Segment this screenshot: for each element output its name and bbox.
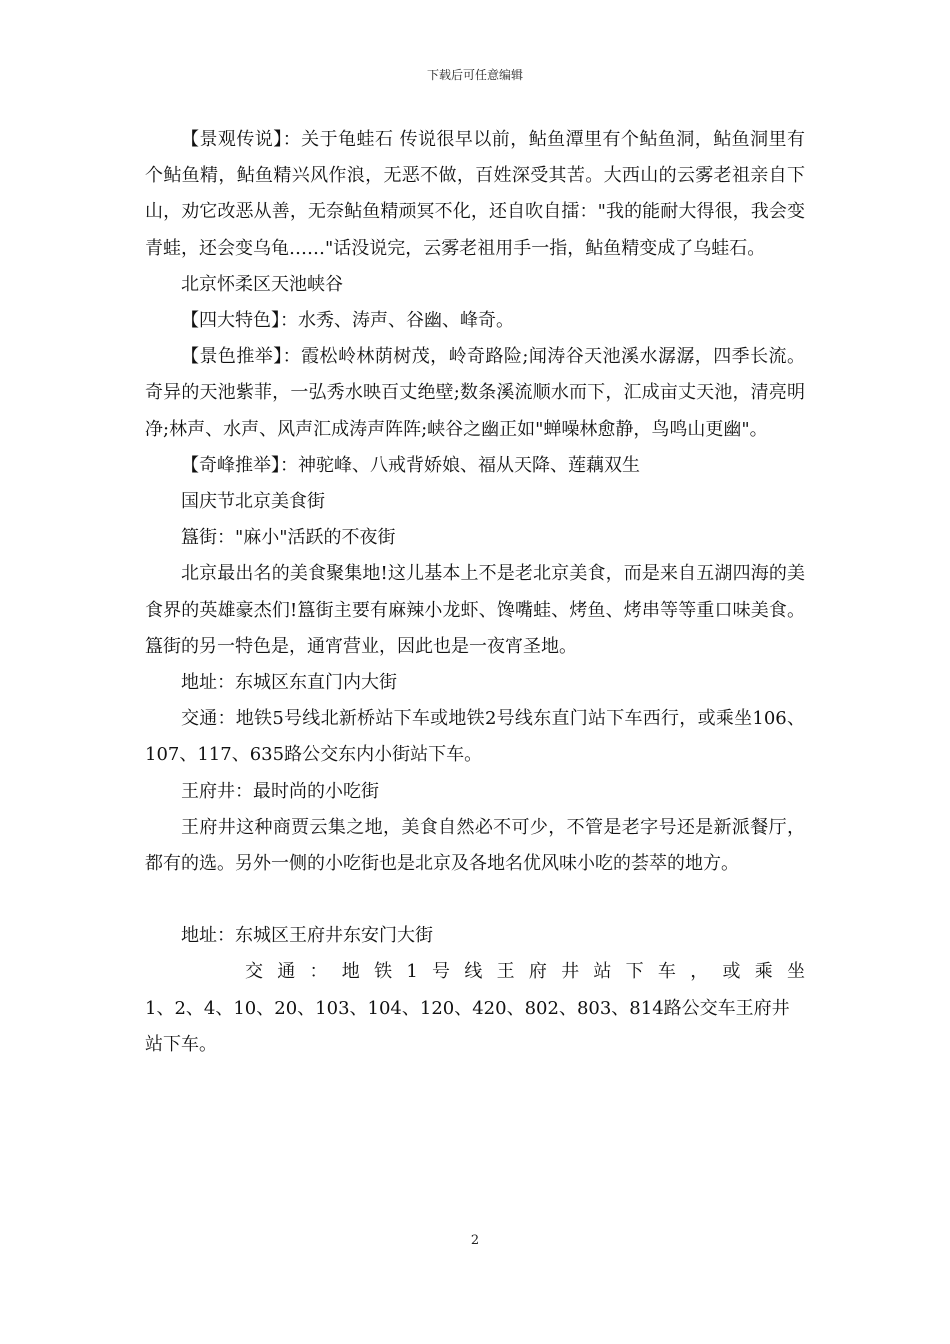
- page-number: 2: [470, 1233, 480, 1248]
- heading-guijie: 簋街："麻小"活跃的不夜街: [181, 527, 396, 549]
- paragraph-wangfujing-address: 地址：东城区王府井东安门大街: [181, 925, 433, 947]
- paragraph-legend: 【景观传说】：关于龟蛙石 传说很早以前，鲇鱼潭里有个鲇鱼洞，鲇鱼洞里有个鲇鱼精，鲇鱼精兴风作浪，无恶不做，百姓深受其苦。大西山的云雾老祖亲自下山，劝它改恶从善，无奈鲇鱼精顽冥不化，还自吹自擂："我的能耐大得很，我会变青蛙，还会变乌龟……"话没说完，云雾老祖用手一指，鲇鱼精变成了乌蛙石。: [145, 129, 805, 259]
- heading-tianchi-canyon: 北京怀柔区天池峡谷: [181, 273, 343, 295]
- paragraph-guijie-transport: 交通：地铁5号线北新桥站下车或地铁2号线东直门站下车西行，或乘坐106、107、117、635路公交东内小街站下车。: [145, 708, 805, 766]
- paragraph-wangfujing-transport: 交通：地铁1号线王府井站下车，或乘坐: [245, 961, 805, 983]
- heading-food-street: 国庆节北京美食街: [181, 491, 325, 513]
- paragraph-guijie-address: 地址：东城区东直门内大街: [181, 672, 397, 694]
- heading-wangfujing: 王府井：最时尚的小吃街: [181, 780, 379, 802]
- paragraph-scenery: 【景色推举】：霞松岭林荫树茂，岭奇路险;闻涛谷天池溪水潺潺，四季长流。奇异的天池紫菲，一弘秀水映百丈绝壁;数条溪流顺水而下，汇成亩丈天池，清亮明净;林声、水声、风声汇成涛声阵阵;峡谷之幽正如"蝉噪林愈静，鸟鸣山更幽"。: [145, 346, 805, 440]
- paragraph-wangfujing-bus: 1、2、4、10、20、103、104、120、420、802、803、814路公交车王府井站下车。: [145, 997, 790, 1055]
- document-body: [145, 122, 805, 1063]
- page-header: 下载后可任意编辑: [426, 68, 523, 82]
- paragraph-features: 【四大特色】：水秀、涛声、谷幽、峰奇。: [181, 310, 514, 332]
- paragraph-guijie: 北京最出名的美食聚集地!这儿基本上不是老北京美食，而是来自五湖四海的美食界的英雄豪杰们!簋街主要有麻辣小龙虾、馋嘴蛙、烤鱼、烤串等等重口味美食。簋街的另一特色是，通宵营业，因此也是一夜宵圣地。: [145, 563, 805, 657]
- paragraph-peaks: 【奇峰推举】：神驼峰、八戒背娇娘、福从天降、莲藕双生: [181, 454, 640, 476]
- paragraph-wangfujing: 王府井这种商贾云集之地，美食自然必不可少，不管是老字号还是新派餐厅，都有的选。另外一侧的小吃街也是北京及各地名优风味小吃的荟萃的地方。: [145, 816, 805, 875]
